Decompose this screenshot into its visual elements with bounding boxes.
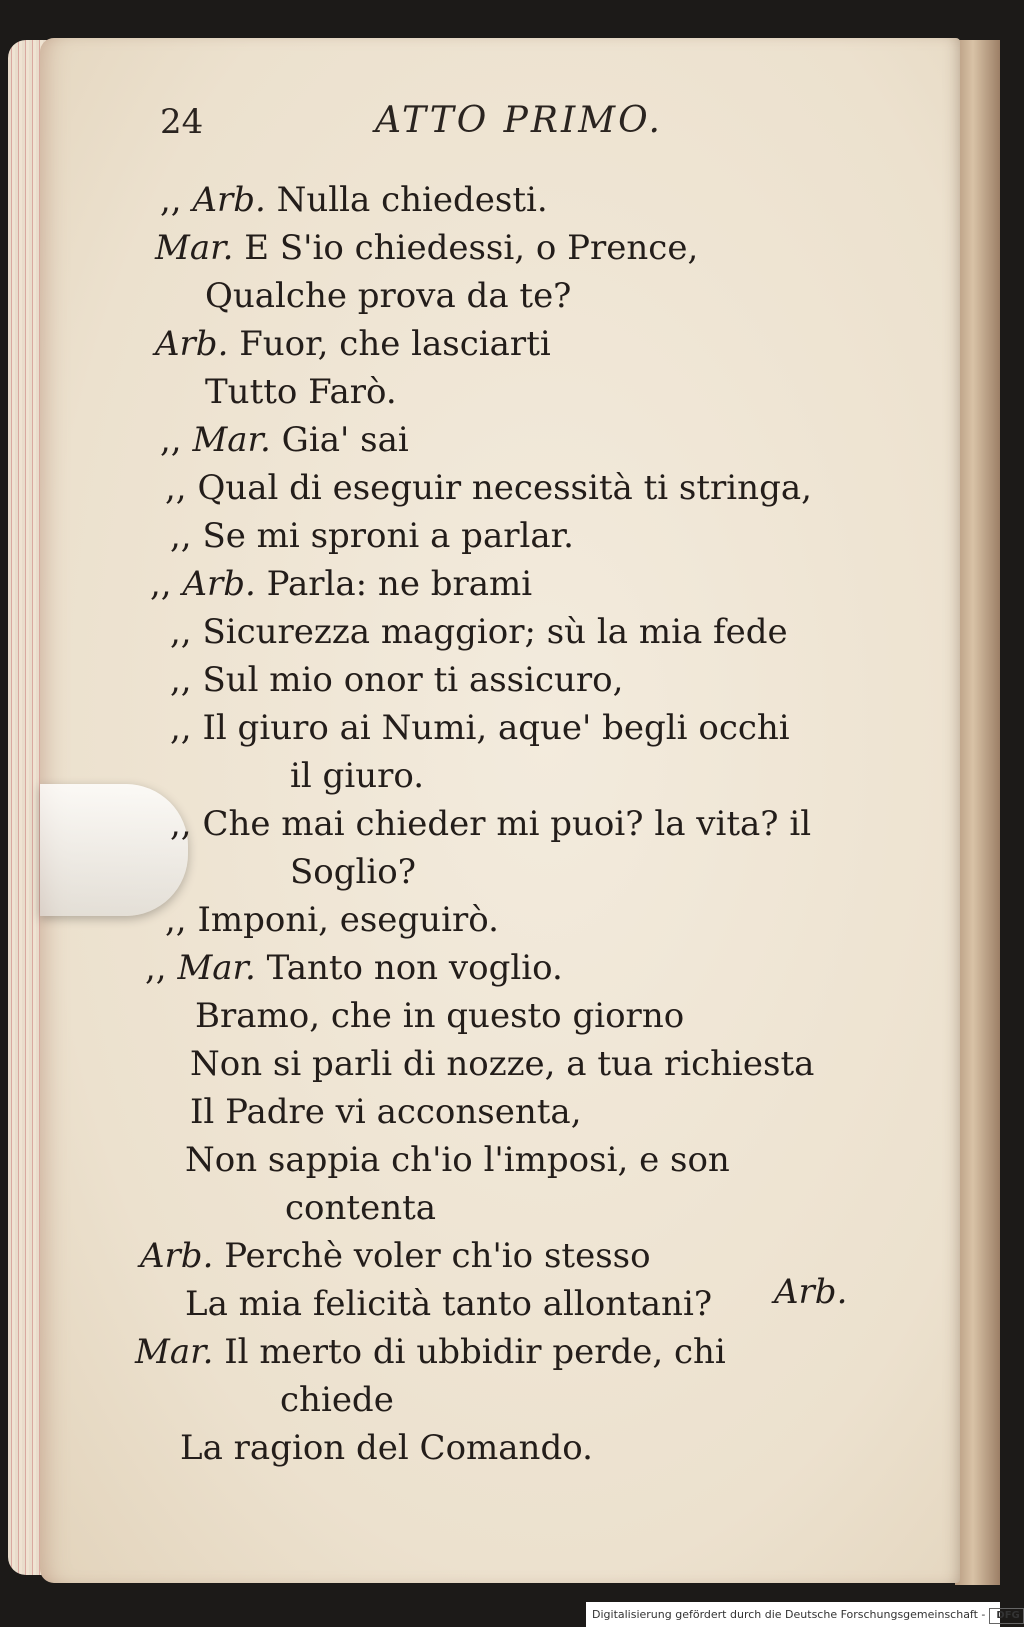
verse-line: Mar. Il merto di ubbidir perde, chi	[135, 1332, 726, 1372]
verse-line: ,, Mar. Gia' sai	[160, 420, 409, 460]
verse-line: ,, Sicurezza maggior; sù la mia fede	[170, 612, 788, 652]
verse-line: Soglio?	[290, 852, 416, 892]
verse-line: chiede	[280, 1380, 394, 1420]
footer-attribution	[586, 1602, 1020, 1627]
verse-line: Mar. E S'io chiedessi, o Prence,	[155, 228, 699, 268]
page-edges-right	[955, 40, 1000, 1585]
page-header	[0, 100, 1000, 148]
verse-line: il giuro.	[290, 756, 425, 796]
verse-line: ,, Se mi sproni a parlar.	[170, 516, 574, 556]
verse-line: Il Padre vi acconsenta,	[190, 1092, 582, 1132]
dfg-logo-icon: DFG	[989, 1608, 1023, 1624]
catchword: Arb.	[774, 1272, 848, 1312]
verse-line: Non sappia ch'io l'imposi, e son	[185, 1140, 730, 1180]
page-number: 24	[160, 102, 204, 142]
verse-line: ,, Mar. Tanto non voglio.	[145, 948, 563, 988]
verse-line: La mia felicità tanto allontani?	[185, 1284, 713, 1324]
footer-text: Digitalisierung gefördert durch die Deutsche Forschungsgemeinschaft -	[592, 1608, 986, 1621]
verse-line: Qualche prova da te?	[205, 276, 572, 316]
verse-line: La ragion del Comando.	[180, 1428, 593, 1468]
verse-line: Arb. Perchè voler ch'io stesso	[140, 1236, 651, 1276]
verse-line: Tutto Farò.	[205, 372, 397, 412]
verse-line: ,, Che mai chieder mi puoi? la vita? il	[170, 804, 812, 844]
verse-line: ,, Imponi, eseguirò.	[165, 900, 499, 940]
verse-line: ,, Sul mio onor ti assicuro,	[170, 660, 624, 700]
verse-line: Arb. Fuor, che lasciarti	[155, 324, 551, 364]
verse-line: Non si parli di nozze, a tua richiesta	[190, 1044, 815, 1084]
running-head: ATTO PRIMO.	[375, 100, 663, 141]
verse-line: ,, Il giuro ai Numi, aque' begli occhi	[170, 708, 790, 748]
verse-line: ,, Qual di eseguir necessità ti stringa,	[165, 468, 812, 508]
verse-line: ,, Arb. Nulla chiedesti.	[160, 180, 548, 220]
verse-line: contenta	[285, 1188, 437, 1228]
verse-line: ,, Arb. Parla: ne brami	[150, 564, 533, 604]
verse-line: Bramo, che in questo giorno	[195, 996, 685, 1036]
